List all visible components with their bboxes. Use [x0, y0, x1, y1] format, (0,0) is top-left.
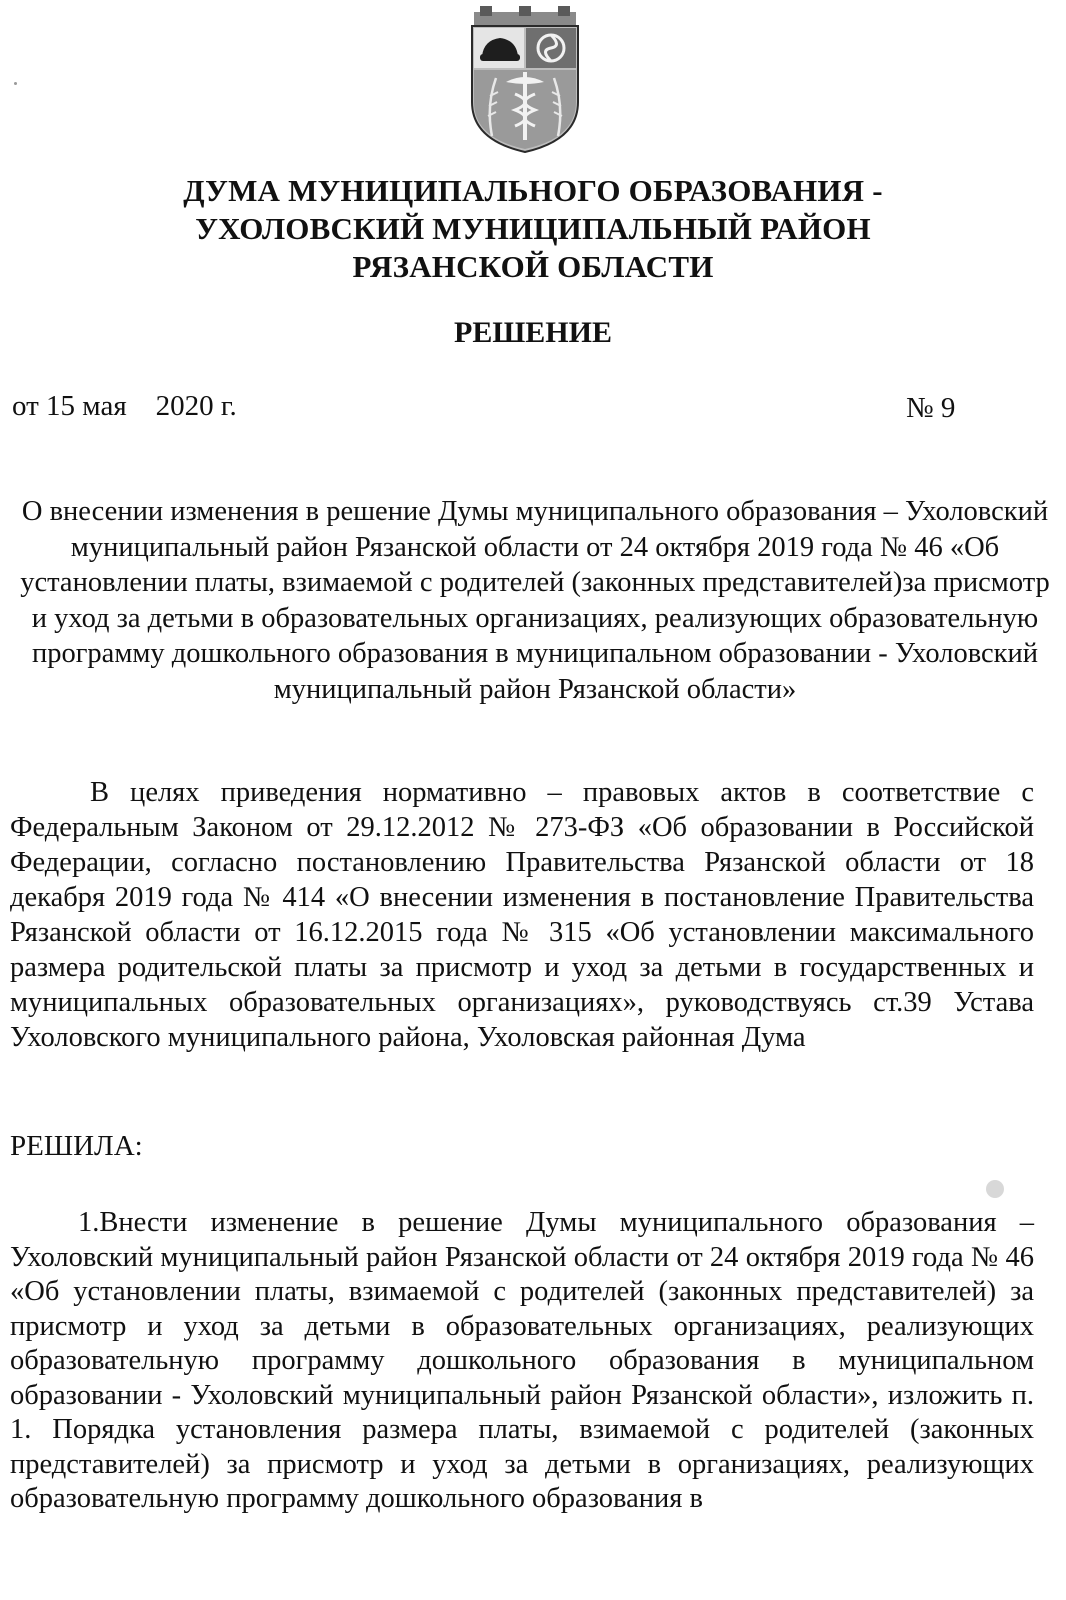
issuing-authority — [60, 172, 1006, 286]
coat-of-arms-icon — [466, 6, 584, 154]
header-line-3: РЯЗАНСКОЙ ОБЛАСТИ — [352, 249, 714, 284]
document-date: от 15 мая 2020 г. — [12, 390, 237, 422]
preamble-paragraph: В целях приведения нормативно – правовых актов в соответствие с Федеральным Законом от 29.12.2012 № 273-ФЗ «Об образовании в Российской Федерации, согласно постановлению Правительства Рязанской области от 18 декабря 2019 года № 414 «О внесении изменения в постановление Правительства Рязанской области от 16.12.2015 года № 315 «Об установлении максимального размера родительской платы за присмотр и уход за детьми в государственных и муниципальных образовательных организациях», руководствуясь ст.39 Устава Ухоловского муниципального района, Ухоловская районная Дума — [10, 777, 1034, 1053]
header-line-1: ДУМА МУНИЦИПАЛЬНОГО ОБРАЗОВАНИЯ - — [183, 173, 883, 208]
scan-artifact — [986, 1180, 1004, 1198]
decided-label: РЕШИЛА: — [10, 1130, 143, 1162]
document-title: РЕШЕНИЕ — [454, 316, 612, 349]
document-number: № 9 — [906, 392, 956, 424]
document-subject: О внесении изменения в решение Думы муниципального образования – Ухоловский муниципальный район Рязанской области от 24 октября 2019 года № 46 «Об установлении платы, взимаемой с родителей (законных представителей)за присмотр и уход за детьми в образовательных организациях, реализующих образовательную программу дошкольного образования в муниципальном образовании - Ухоловский муниципальный район Рязанской области» — [20, 496, 1050, 705]
scan-artifact — [14, 82, 17, 85]
point-1-paragraph: 1.Внести изменение в решение Думы муниципального образования – Ухоловский муниципальный район Рязанской области от 24 октября 2019 года № 46 «Об установлении платы, взимаемой с родителей (законных представителей) за присмотр и уход за детьми в образовательных организациях, реализующих образовательную программу дошкольного образования в муниципальном образовании - Ухоловский муниципальный район Рязанской области», изложить п. 1. Порядка установления размера платы, взимаемой с родителей (законных представителей) за присмотр и уход за детьми в организациях, реализующих образовательную программу дошкольного образования в — [10, 1207, 1034, 1514]
header-line-2: УХОЛОВСКИЙ МУНИЦИПАЛЬНЫЙ РАЙОН — [195, 211, 871, 246]
